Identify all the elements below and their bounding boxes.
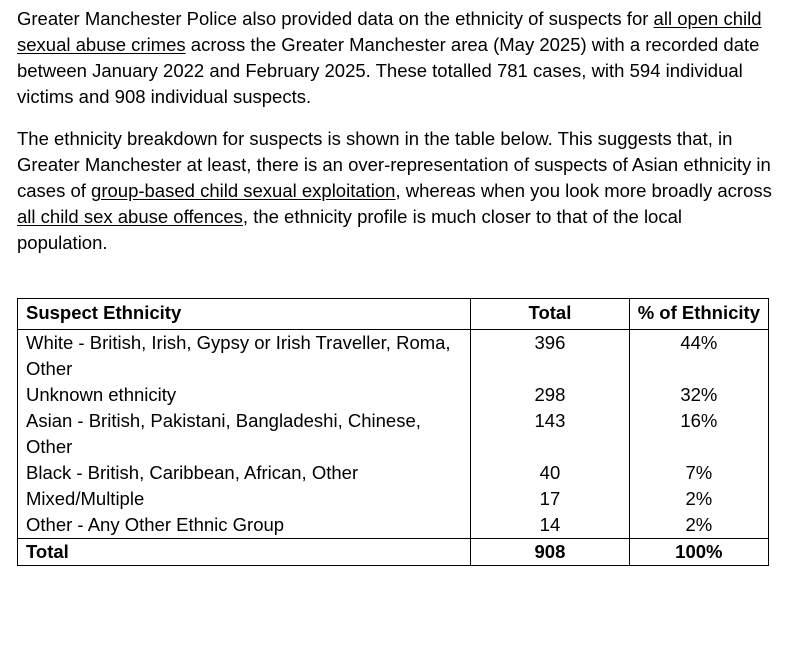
table-row [18, 382, 769, 408]
header-total: Total [471, 299, 629, 330]
table-row [18, 408, 769, 460]
table-row [18, 486, 769, 512]
group-based-cse-link[interactable]: group-based child sexual exploitation [91, 180, 396, 201]
row-ethnicity: Other - Any Other Ethnic Group [18, 512, 471, 539]
row-percent: 2% [629, 486, 768, 512]
row-ethnicity: Mixed/Multiple [18, 486, 471, 512]
table-header-row [18, 299, 769, 330]
analysis-text-middle: , whereas when you look more broadly across [395, 180, 772, 201]
row-percent: 7% [629, 460, 768, 486]
total-percent: 100% [629, 539, 768, 566]
ethnicity-table [17, 298, 769, 566]
intro-text-start: Greater Manchester Police also provided data on the ethnicity of suspects for [17, 8, 654, 29]
row-total: 40 [471, 460, 629, 486]
total-label: Total [18, 539, 471, 566]
row-percent: 16% [629, 408, 768, 460]
analysis-text-start: The ethnicity breakdown for suspects is shown in the table below. This suggests that, in Greater Manchester at least, there is an over-representation of suspects of Asian ethnicity in cases of [17, 128, 771, 201]
table-row [18, 330, 769, 383]
table-total-row [18, 539, 769, 566]
table-row [18, 512, 769, 539]
row-ethnicity: Unknown ethnicity [18, 382, 471, 408]
row-total: 143 [471, 408, 629, 460]
row-ethnicity: Black - British, Caribbean, African, Other [18, 460, 471, 486]
row-total: 298 [471, 382, 629, 408]
row-ethnicity: White - British, Irish, Gypsy or Irish Traveller, Roma, Other [18, 330, 471, 383]
analysis-paragraph [17, 126, 777, 256]
all-csa-offences-link[interactable]: all child sex abuse offences [17, 206, 243, 227]
header-percent-of-ethnicity: % of Ethnicity [629, 299, 768, 330]
intro-text-end: across the Greater Manchester area (May 2025) with a recorded date between January 2022 and February 2025. These totalled 781 cases, with 594 individual victims and 908 individual suspects. [17, 34, 760, 107]
analysis-text-end: , the ethnicity profile is much closer to that of the local population. [17, 206, 682, 253]
row-total: 14 [471, 512, 629, 539]
row-ethnicity: Asian - British, Pakistani, Bangladeshi, Chinese, Other [18, 408, 471, 460]
header-suspect-ethnicity: Suspect Ethnicity [18, 299, 471, 330]
total-count: 908 [471, 539, 629, 566]
all-open-csa-crimes-link[interactable]: all open child sexual abuse crimes [17, 8, 762, 55]
row-total: 17 [471, 486, 629, 512]
row-total: 396 [471, 330, 629, 383]
row-percent: 2% [629, 512, 768, 539]
row-percent: 44% [629, 330, 768, 383]
row-percent: 32% [629, 382, 768, 408]
intro-paragraph [17, 6, 777, 110]
table-row [18, 460, 769, 486]
